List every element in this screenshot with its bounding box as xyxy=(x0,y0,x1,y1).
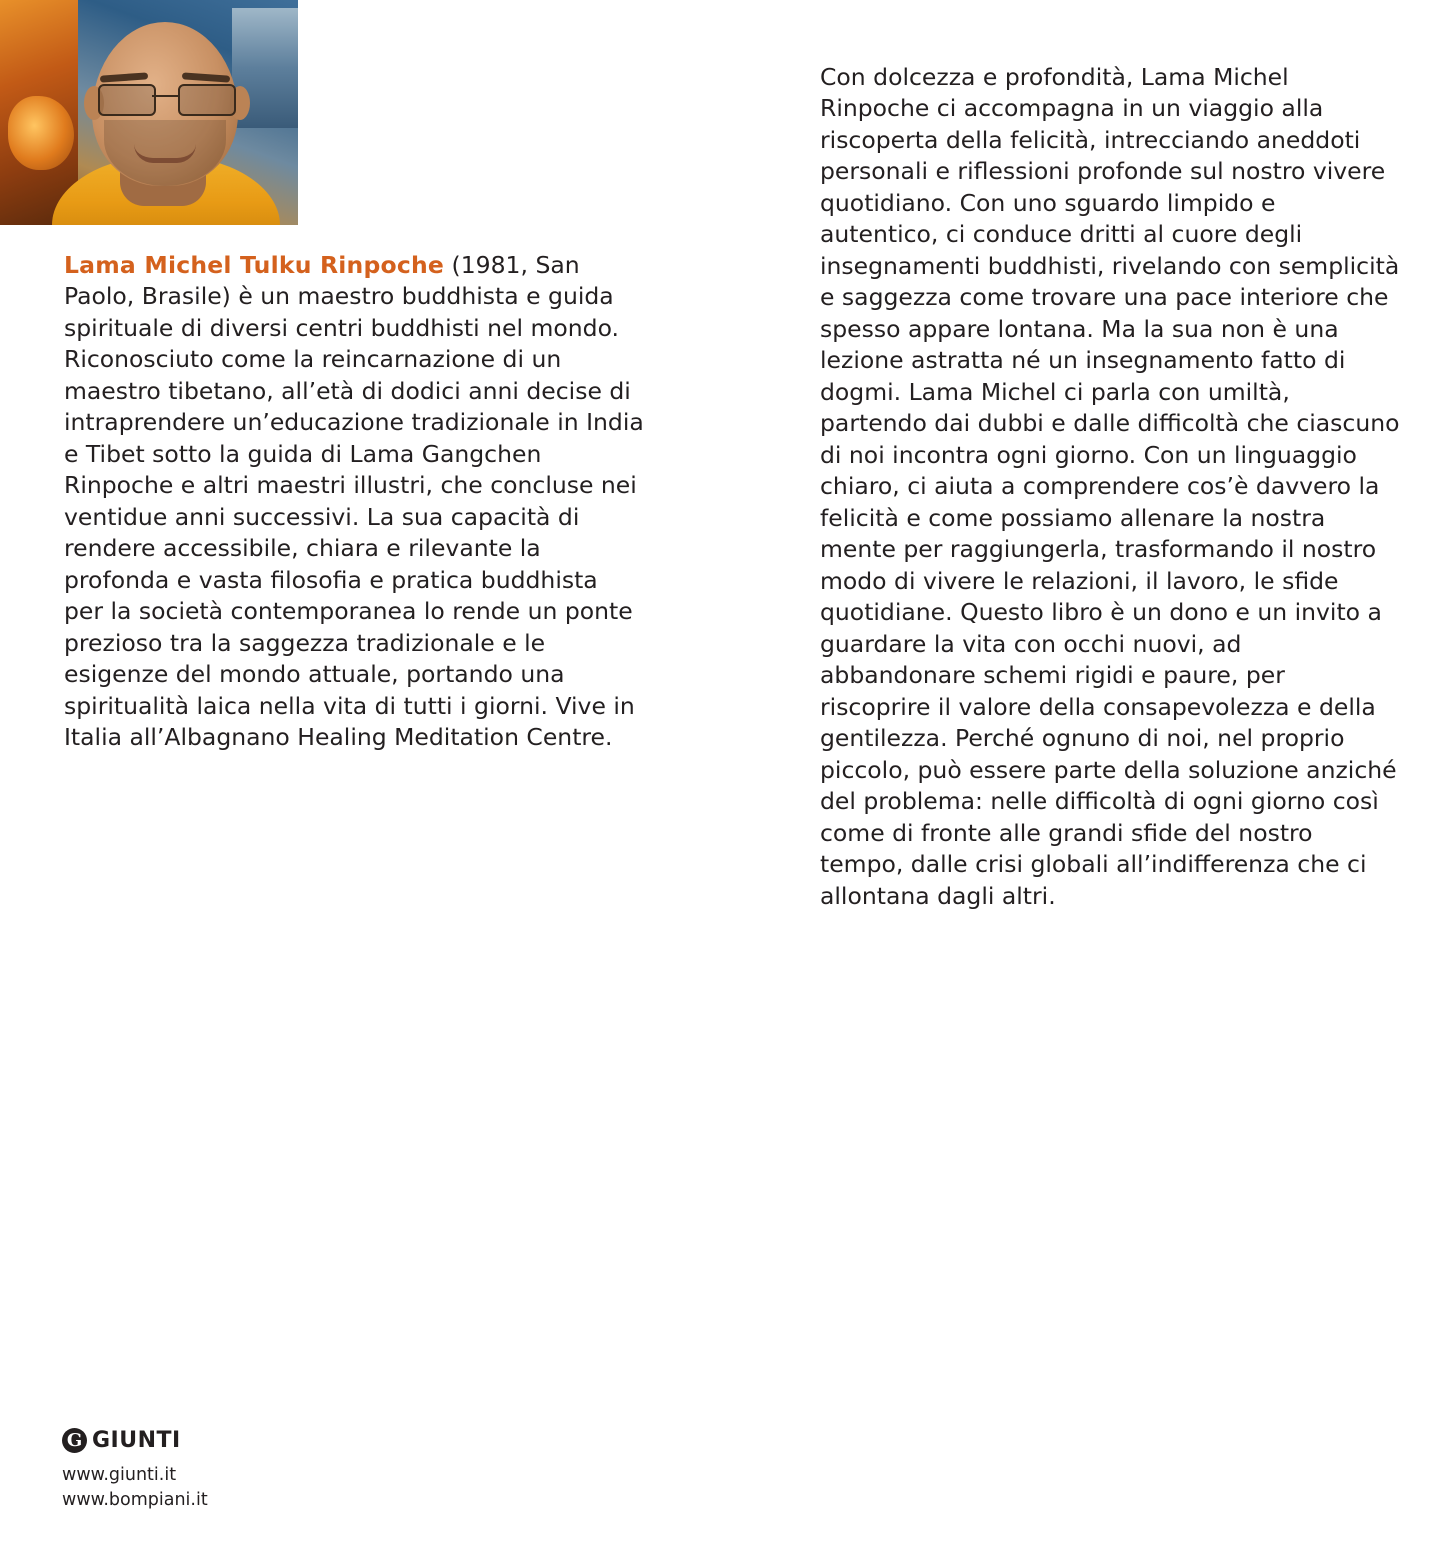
glasses-bridge xyxy=(152,95,178,97)
book-blurb-column xyxy=(820,62,1400,912)
publisher-name: GIUNTI xyxy=(92,1428,181,1454)
author-name: Lama Michel Tulku Rinpoche xyxy=(64,251,445,279)
footer xyxy=(62,1428,482,1513)
publisher-logo xyxy=(62,1428,482,1453)
glasses-lens-left xyxy=(98,84,156,116)
author-portrait-photo xyxy=(0,0,298,225)
portrait-glasses xyxy=(96,84,236,114)
author-bio-column xyxy=(64,250,644,754)
book-blurb-text: Con dolcezza e profondità, Lama Michel Rinpoche ci accompagna in un viaggio alla riscoperta della felicità, intrecciando aneddoti personali e riflessioni profonde sul nostro vivere quotidiano. Con uno sguardo limpido e autentico, ci conduce dritti al cuore degli insegnamenti buddhisti, rivelando con semplicità e saggezza come trovare una pace interiore che spesso appare lontana. Ma la sua non è una lezione astratta né un insegnamento fatto di dogmi. Lama Michel ci parla con umiltà, partendo dai dubbi e dalle difficoltà che ciascuno di noi incontra ogni giorno. Con un linguaggio chiaro, ci aiuta a comprendere cos’è davvero la felicità e come possiamo allenare la nostra mente per raggiungerla, trasformando il nostro modo di vivere le relazioni, il lavoro, le sfide quotidiane. Questo libro è un dono e un invito a guardare la vita con occhi nuovi, ad abbandonare schemi rigidi e paure, per riscoprire il valore della consapevolezza e della gentilezza. Perché ognuno di noi, nel proprio piccolo, può essere parte della soluzione anziché del problema: nelle difficoltà di ogni giorno così come di fronte alle grandi sfide del nostro tempo, dalle crisi globali all’indifferenza che ci allontana dagli altri. xyxy=(820,63,1400,910)
photo-background-lamp xyxy=(8,96,74,170)
link-giunti[interactable]: www.giunti.it xyxy=(62,1465,177,1486)
portrait-smile xyxy=(134,144,196,163)
author-bio-text: (1981, San Paolo, Brasile) è un maestro buddhista e guida spirituale di diversi centri buddhisti nel mondo. Riconosciuto come la reincarnazione di un maestro tibetano, all’età di dodici anni decise di intraprendere un’educazione tradizionale in India e Tibet sotto la guida di Lama Gangchen Rinpoche e altri maestri illustri, che concluse nei ventidue anni successivi. La sua capacità di rendere accessibile, chiara e rilevante la profonda e vasta filosofia e pratica buddhista per la società contemporanea lo rende un ponte prezioso tra la saggezza tradizionale e le esigenze del mondo attuale, portando una spiritualità laica nella vita di tutti i giorni. Vive in Italia all’Albagnano Healing Meditation Centre. xyxy=(64,251,644,752)
link-bompiani[interactable]: www.bompiani.it xyxy=(62,1490,208,1511)
giunti-circle-icon: G xyxy=(62,1428,87,1453)
glasses-lens-right xyxy=(178,84,236,116)
